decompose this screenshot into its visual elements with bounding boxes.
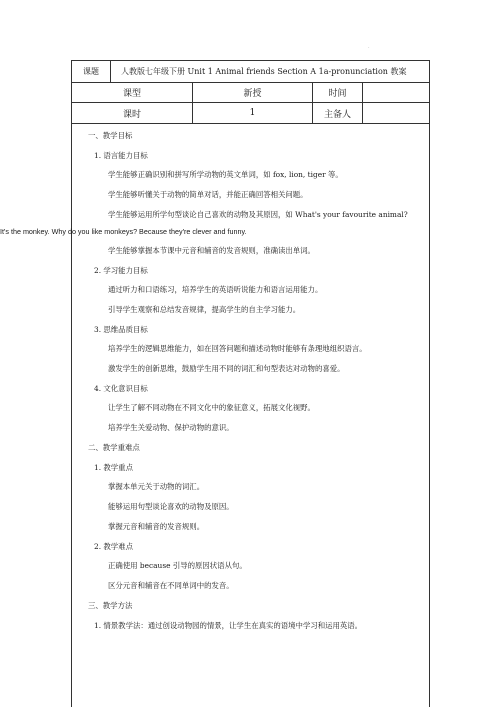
header-row-type [71, 82, 430, 103]
difficulty-line: 正确使用 because 引导的原因状语从句。 [108, 561, 247, 570]
objective-line: 培养学生的逻辑思维能力，如在回答问题和描述动物时能够有条理地组织语言。 [108, 344, 367, 353]
objective-line: 引导学生观察和总结发音规律，提高学生的自主学习能力。 [108, 305, 301, 314]
objective-line: 让学生了解不同动物在不同文化中的象征意义，拓展文化视野。 [108, 403, 315, 412]
key-point-line: 能够运用句型谈论喜欢的动物及原因。 [108, 502, 234, 511]
subsection-heading-focus: 1. 教学重点 [94, 463, 133, 472]
header-row-period [71, 103, 430, 124]
preparer-value [362, 103, 429, 123]
subsection-heading-thinking: 3. 思维品质目标 [94, 325, 148, 334]
key-point-line: 掌握本单元关于动物的词汇。 [108, 482, 205, 491]
objective-line: 培养学生关爱动物、保护动物的意识。 [108, 423, 234, 432]
period-label: 课时 [122, 109, 141, 120]
type-label: 课型 [122, 88, 141, 99]
page-mark: . [368, 44, 370, 50]
method-line: 1. 情景教学法：通过创设动物园的情景，让学生在真实的语境中学习和运用英语。 [94, 621, 363, 630]
lesson-plan-body [0, 124, 430, 707]
objective-line: 激发学生的创新思维，鼓励学生用不同的词汇和句型表达对动物的喜爱。 [108, 364, 345, 373]
objective-line: 学生能够掌握本节课中元音和辅音的发音规则，准确读出单词。 [108, 246, 315, 255]
time-label: 时间 [312, 82, 362, 102]
objective-line: 学生能够运用所学句型谈论自己喜欢的动物及其原因，如 What's your favourite animal? [108, 210, 408, 219]
objective-line: 学生能够听懂关于动物的简单对话，并能正确回答相关问题。 [108, 190, 308, 199]
subsection-heading-language: 1. 语言能力目标 [94, 151, 148, 160]
preparer-label: 主备人 [312, 103, 362, 123]
title-value: 人教版七年级下册 Unit 1 Animal friends Section A 1a-pronunciation 教案 [110, 61, 429, 82]
section-heading-key-points: 二、教学重难点 [88, 443, 140, 452]
type-value: 新授 [192, 82, 312, 102]
time-value [362, 82, 429, 102]
section-heading-objectives: 一、教学目标 [88, 131, 133, 140]
subsection-heading-difficulty: 2. 教学难点 [94, 542, 133, 551]
header-row-title [71, 60, 430, 83]
key-point-line: 掌握元音和辅音的发音规则。 [108, 522, 205, 531]
section-heading-methods: 三、教学方法 [88, 601, 133, 610]
subsection-heading-learning: 2. 学习能力目标 [94, 266, 148, 275]
objective-line: 通过听力和口语练习，培养学生的英语听说能力和语言运用能力。 [108, 285, 323, 294]
objective-line: 学生能够正确识别和拼写所学动物的英文单词，如 fox, lion, tiger 等。 [108, 170, 343, 179]
subsection-heading-culture: 4. 文化意识目标 [94, 384, 148, 393]
difficulty-line: 区分元音和辅音在不同单词中的发音。 [108, 581, 234, 590]
period-value: 1 [192, 103, 312, 123]
objective-line-english: It's the monkey. Why do you like monkeys? Because they're clever and funny. [0, 227, 247, 236]
title-label: 课题 [83, 67, 99, 76]
